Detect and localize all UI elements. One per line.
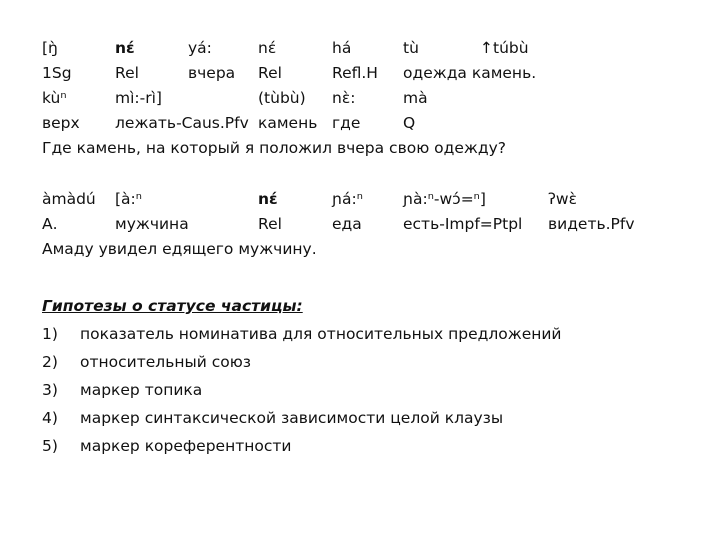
word: ɲà:ⁿ-wɔ́=ⁿ] bbox=[403, 190, 486, 208]
list-number: 3) bbox=[42, 381, 58, 399]
gloss: Refl.H bbox=[332, 64, 378, 82]
gloss: Rel bbox=[258, 64, 282, 82]
word: mà bbox=[403, 89, 428, 107]
word: yá: bbox=[188, 39, 212, 57]
gloss: 1Sg bbox=[42, 64, 72, 82]
list-item bbox=[42, 376, 682, 404]
translation-text: Амаду увидел едящего мужчину. bbox=[42, 240, 317, 258]
particle-ne: nɛ́ bbox=[115, 39, 135, 57]
word: (tùbù) bbox=[258, 89, 306, 107]
word: [ŋ̀ bbox=[42, 39, 58, 57]
gloss: видеть.Pfv bbox=[548, 215, 635, 233]
gloss: где bbox=[332, 114, 361, 132]
list-number: 2) bbox=[42, 353, 58, 371]
list-number: 1) bbox=[42, 325, 58, 343]
gloss: камень bbox=[258, 114, 318, 132]
hypotheses-section bbox=[42, 292, 682, 460]
list-number: 5) bbox=[42, 437, 58, 455]
gloss: Rel bbox=[115, 64, 139, 82]
list-item bbox=[42, 320, 682, 348]
list-number: 4) bbox=[42, 409, 58, 427]
list-item bbox=[42, 404, 682, 432]
word: [à:ⁿ bbox=[115, 190, 142, 208]
word: kùⁿ bbox=[42, 89, 67, 107]
word: tù bbox=[403, 39, 419, 57]
gloss: Rel bbox=[258, 215, 282, 233]
list-text: маркер кореферентности bbox=[80, 437, 292, 455]
gloss: есть-Impf=Ptpl bbox=[403, 215, 523, 233]
word: nɛ́ bbox=[258, 39, 277, 57]
translation-text: Где камень, на который я положил вчера свою одежду? bbox=[42, 139, 506, 157]
list-text: маркер топика bbox=[80, 381, 203, 399]
list-item bbox=[42, 348, 682, 376]
gloss: Q bbox=[403, 114, 416, 132]
word: mì:-rì] bbox=[115, 89, 162, 107]
gloss: вчера bbox=[188, 64, 236, 82]
gloss: верх bbox=[42, 114, 80, 132]
list-text: относительный союз bbox=[80, 353, 251, 371]
word: àmàdú bbox=[42, 190, 96, 208]
hypotheses-heading: Гипотезы о статусе частицы: bbox=[42, 297, 303, 315]
word: ʔwɛ̀ bbox=[548, 190, 577, 208]
list-item bbox=[42, 432, 682, 460]
gloss: мужчина bbox=[115, 215, 189, 233]
list-text: показатель номинатива для относительных предложений bbox=[80, 325, 562, 343]
gloss: еда bbox=[332, 215, 362, 233]
gloss: лежать-Caus.Pfv bbox=[115, 114, 249, 132]
word: nɛ̀: bbox=[332, 89, 356, 107]
word: há bbox=[332, 39, 352, 57]
word: ɲá:ⁿ bbox=[332, 190, 363, 208]
gloss: А. bbox=[42, 215, 58, 233]
particle-ne: nɛ́ bbox=[258, 190, 278, 208]
gloss: одежда камень. bbox=[403, 64, 537, 82]
list-text: маркер синтаксической зависимости целой клаузы bbox=[80, 409, 504, 427]
word: ↑túbù bbox=[480, 39, 529, 57]
